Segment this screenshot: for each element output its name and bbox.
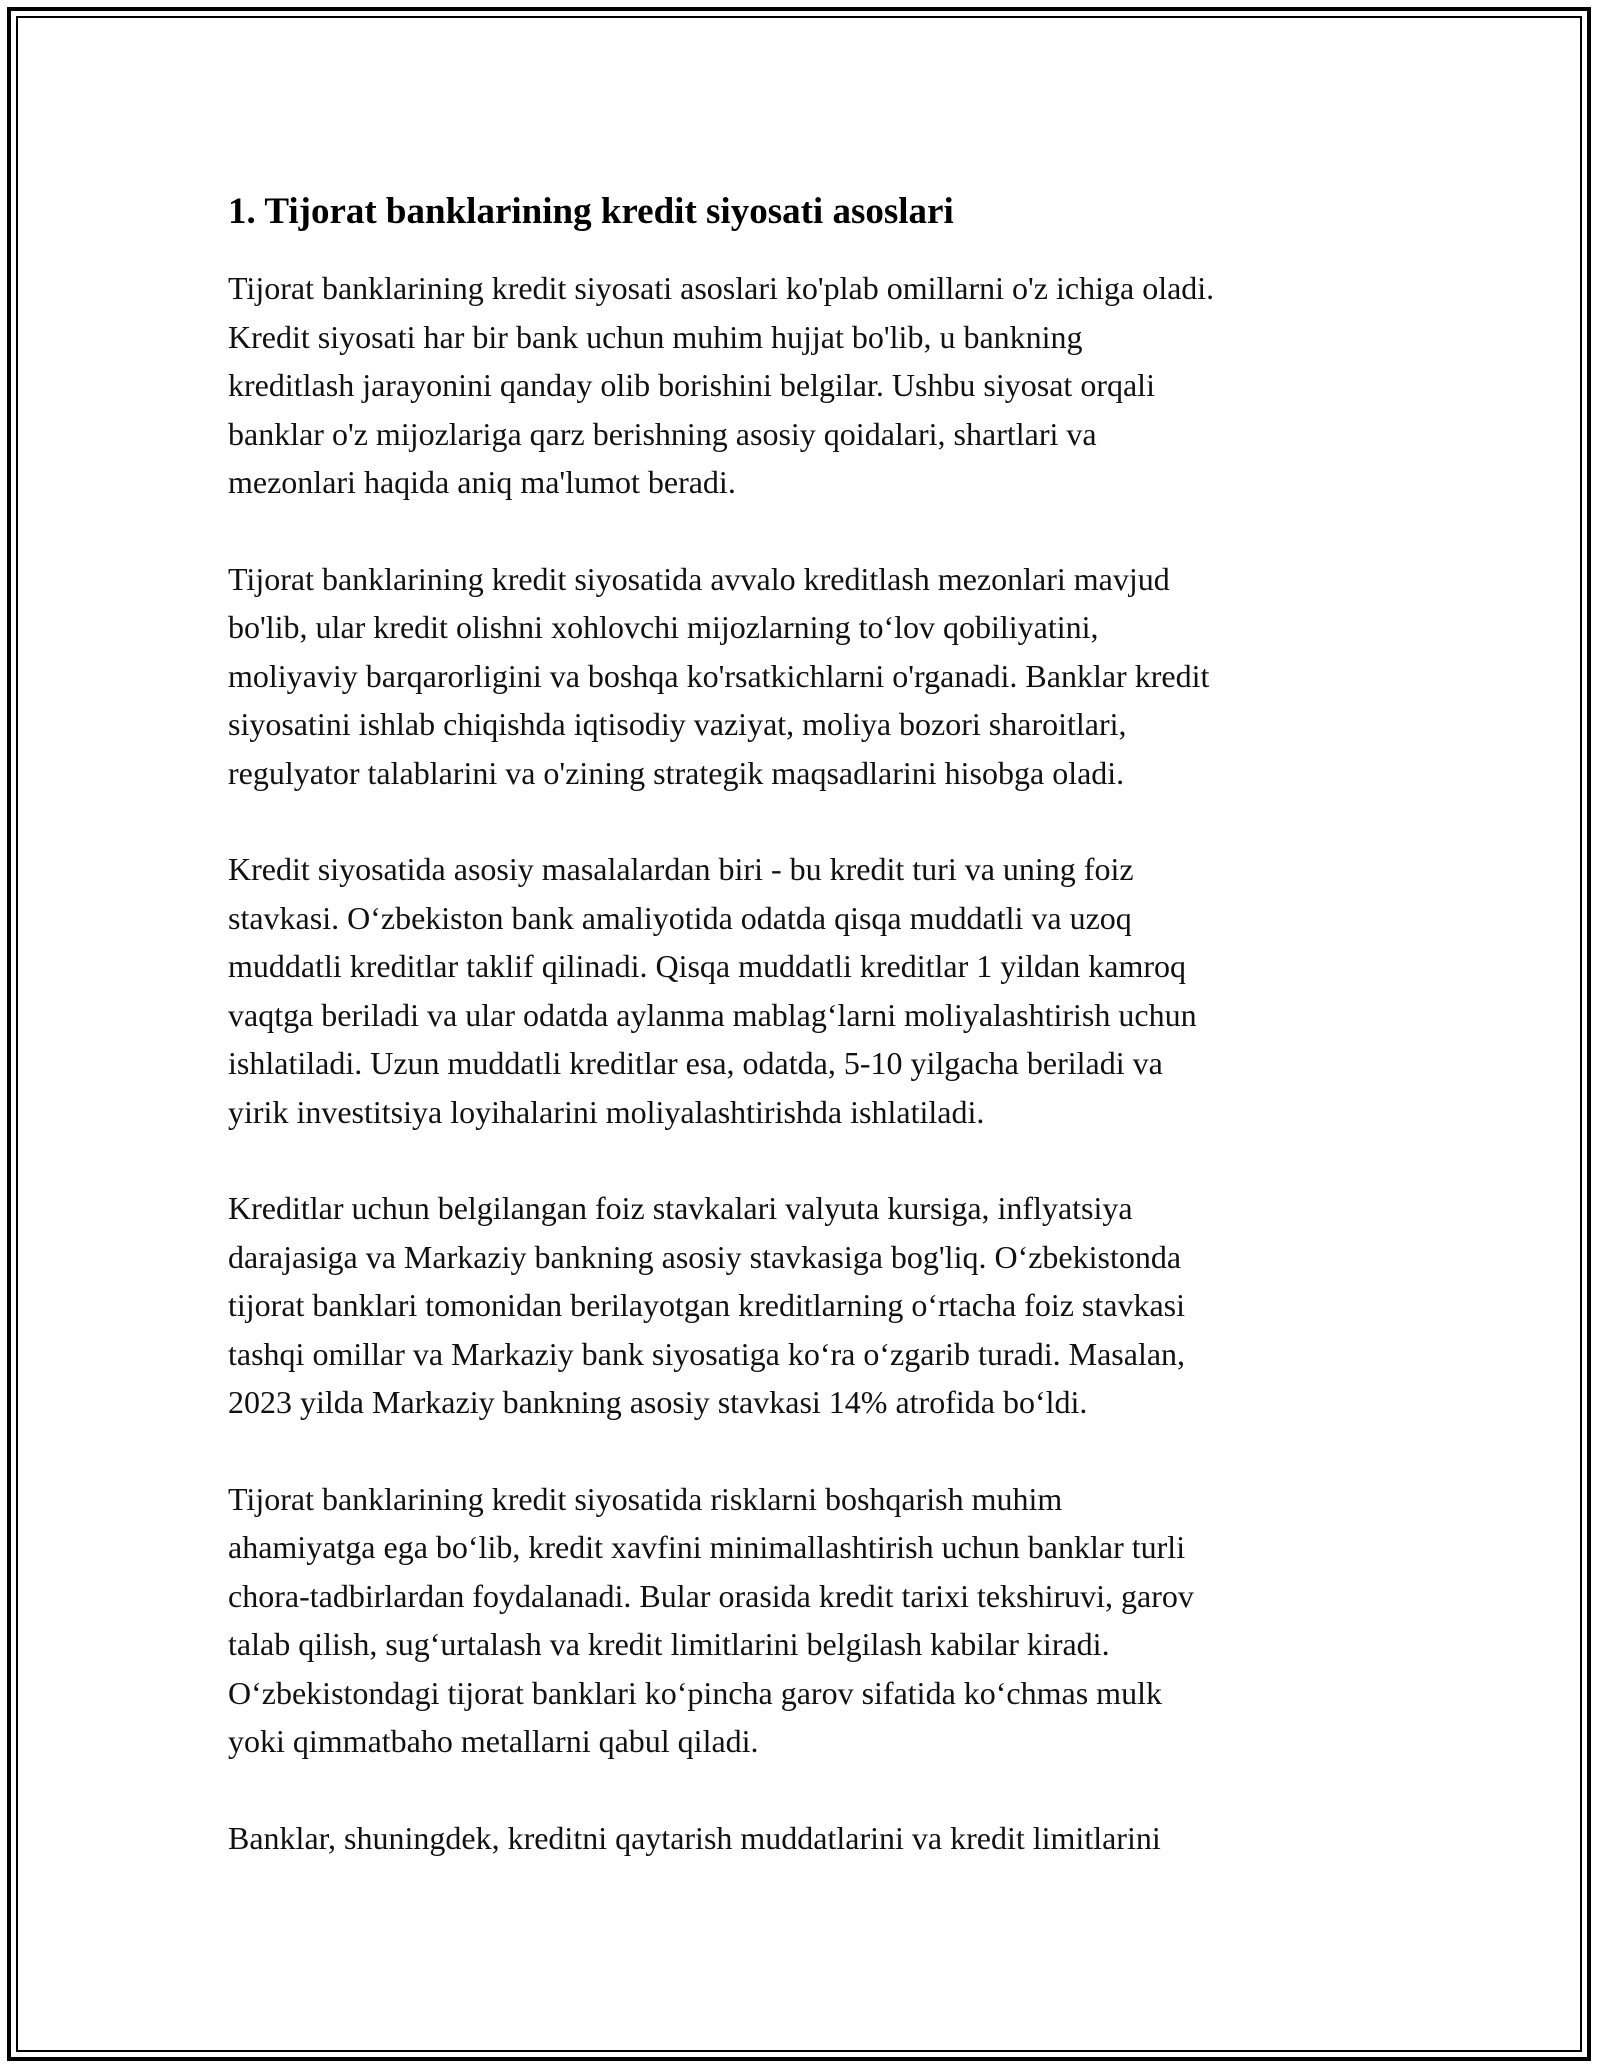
- document-body: [228, 190, 1388, 1910]
- paragraph-3: Kredit siyosatida asosiy masalalardan biri - bu kredit turi va uning foiz stavkasi. O‘zbekiston bank amaliyotida odatda qisqa muddatli va uzoq muddatli kreditlar taklif qilinadi. Qisqa muddatli kreditlar 1 yildan kamroq vaqtga beriladi va ular odatda aylanma mablag‘larni moliyalashtirish uchun ishlatiladi. Uzun muddatli kreditlar esa, odatda, 5-10 yilgacha beriladi va yirik investitsiya loyihalarini moliyalashtirishda ishlatiladi.: [228, 851, 1197, 1130]
- paragraph-2: Tijorat banklarining kredit siyosatida avvalo kreditlash mezonlari mavjud bo'lib, ular kredit olishni xohlovchi mijozlarning to‘lov qobiliyatini, moliyaviy barqarorligini va boshqa ko'rsatkichlarni o'rganadi. Banklar kredit siyosatini ishlab chiqishda iqtisodiy vaziyat, moliya bozori sharoitlari, regulyator talablarini va o'zining strategik maqsadlarini hisobga oladi.: [228, 560, 1210, 791]
- paragraph-5: Tijorat banklarining kredit siyosatida risklarni boshqarish muhim ahamiyatga ega bo‘lib, kredit xavfini minimallashtirish uchun banklar turli chora-tadbirlardan foydalanadi. Bular orasida kredit tarixi tekshiruvi, garov talab qilish, sug‘urtalash va kredit limitlarini belgilash kabilar kiradi. O‘zbekistondagi tijorat banklari ko‘pincha garov sifatida ko‘chmas mulk yoki qimmatbaho metallarni qabul qiladi.: [228, 1480, 1194, 1759]
- paragraph-1: Tijorat banklarining kredit siyosati asoslari ko'plab omillarni o'z ichiga oladi. Kredit siyosati har bir bank uchun muhim hujjat bo'lib, u bankning kreditlash jarayonini qanday olib borishini belgilar. Ushbu siyosat orqali banklar o'z mijozlariga qarz berishning asosiy qoidalari, shartlari va mezonlari haqida aniq ma'lumot beradi.: [228, 270, 1215, 500]
- paragraph-6: Banklar, shuningdek, kreditni qaytarish muddatlarini va kredit limitlarini: [228, 1819, 1161, 1856]
- section-heading: 1. Tijorat banklarining kredit siyosati asoslari: [228, 191, 954, 232]
- paragraph-4: Kreditlar uchun belgilangan foiz stavkalari valyuta kursiga, inflyatsiya darajasiga va Markaziy bankning asosiy stavkasiga bog'liq. O‘zbekistonda tijorat banklari tomonidan berilayotgan kreditlarning o‘rtacha foiz stavkasi tashqi omillar va Markaziy bank siyosatiga ko‘ra o‘zgarib turadi. Masalan, 2023 yilda Markaziy bankning asosiy stavkasi 14% atrofida bo‘ldi.: [228, 1190, 1186, 1420]
